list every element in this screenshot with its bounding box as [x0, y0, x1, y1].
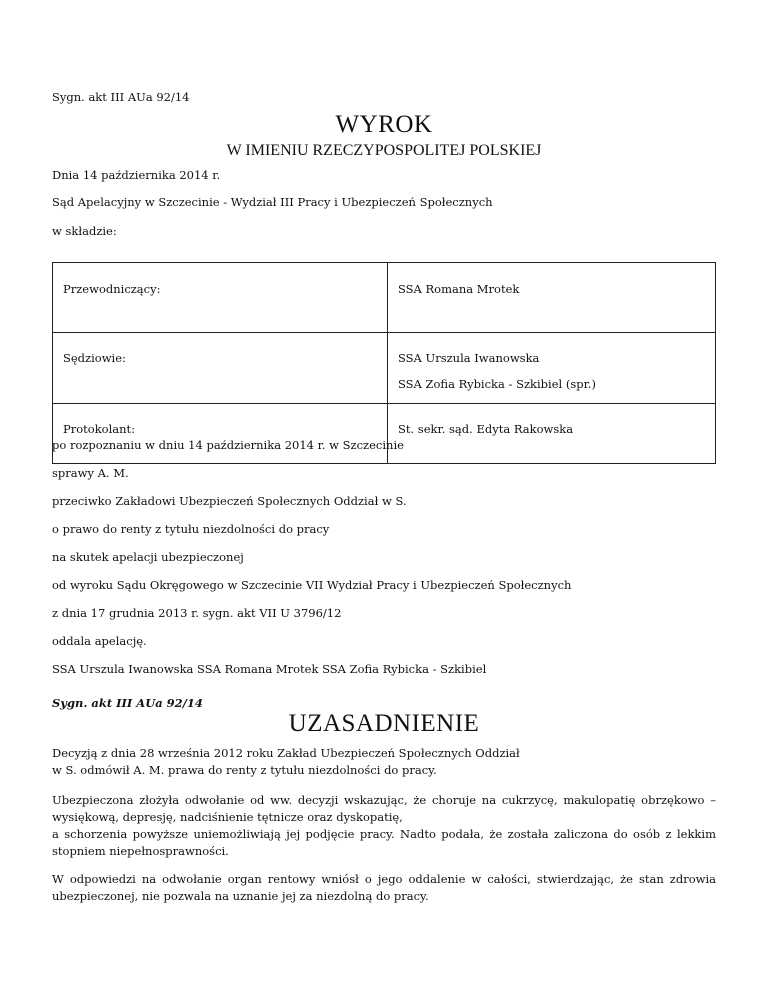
- chair-value: SSA Romana Mrotek: [388, 263, 716, 333]
- verdict-date: Dnia 14 października 2014 r.: [52, 168, 221, 182]
- case-number: Sygn. akt III AUa 92/14: [52, 90, 190, 104]
- judges-signatures: SSA Urszula Iwanowska SSA Romana Mrotek SSA Zofia Rybicka - Szkibiel: [52, 662, 487, 676]
- table-row: [53, 263, 716, 333]
- table-row: [53, 404, 716, 464]
- composition-table: [52, 262, 716, 464]
- verdict-line: od wyroku Sądu Okręgowego w Szczecinie VII Wydział Pracy i Ubezpieczeń Społecznych: [52, 578, 572, 592]
- judges-value: [388, 333, 716, 404]
- verdict-line: na skutek apelacji ubezpieczonej: [52, 550, 244, 564]
- justification-paragraph-3: W odpowiedzi na odwołanie organ rentowy wniósł o jego oddalenie w całości, stwierdzając, że stan zdrowia ubezpieczonej, nie pozwala na uznanie jej za niezdolną do pracy.: [52, 872, 716, 903]
- verdict-subtitle: W IMIENIU RZECZYPOSPOLITEJ POLSKIEJ: [226, 142, 542, 159]
- verdict-line: z dnia 17 grudnia 2013 r. sygn. akt VII U 3796/12: [52, 606, 342, 620]
- justification-paragraph-1: Decyzją z dnia 28 września 2012 roku Zakład Ubezpieczeń Społecznych Oddział w S. odmówił A. M. prawa do renty z tytułu niezdolności do pracy.: [52, 746, 520, 777]
- court-name: Sąd Apelacyjny w Szczecinie - Wydział III Pracy i Ubezpieczeń Społecznych: [52, 195, 493, 209]
- judges-label: Sędziowie:: [53, 333, 388, 404]
- verdict-line: sprawy A. M.: [52, 466, 129, 480]
- verdict-title: WYROK: [335, 111, 433, 138]
- justification-title: UZASADNIENIE: [288, 710, 480, 737]
- justification-paragraph-2: Ubezpieczona złożyła odwołanie od ww. decyzji wskazując, że choruje na cukrzycę, makulopatię obrzękowo – wysiękową, depresję, nadciśnienie tętnicze oraz dyskopatię, a schorzenia powyższe uniemożliwiają jej podjęcie pracy. Nadto podała, że została zaliczona do osób z lekkim stopniem niepełnosprawności.: [52, 793, 716, 858]
- justification-case-number: Sygn. akt III AUa 92/14: [52, 696, 203, 710]
- judge-1: SSA Urszula Iwanowska: [398, 351, 540, 365]
- verdict-line: o prawo do renty z tytułu niezdolności do pracy: [52, 522, 330, 536]
- verdict-ruling: oddala apelację.: [52, 634, 147, 648]
- table-row: [53, 333, 716, 404]
- clerk-label: Protokolant:: [53, 404, 388, 464]
- composition-label: w składzie:: [52, 224, 117, 238]
- judge-2: SSA Zofia Rybicka - Szkibiel (spr.): [398, 377, 596, 391]
- verdict-line: po rozpoznaniu w dniu 14 października 2014 r. w Szczecinie: [52, 438, 404, 452]
- chair-label: Przewodniczący:: [53, 263, 388, 333]
- verdict-line: przeciwko Zakładowi Ubezpieczeń Społecznych Oddział w S.: [52, 494, 407, 508]
- clerk-value: St. sekr. sąd. Edyta Rakowska: [388, 404, 716, 464]
